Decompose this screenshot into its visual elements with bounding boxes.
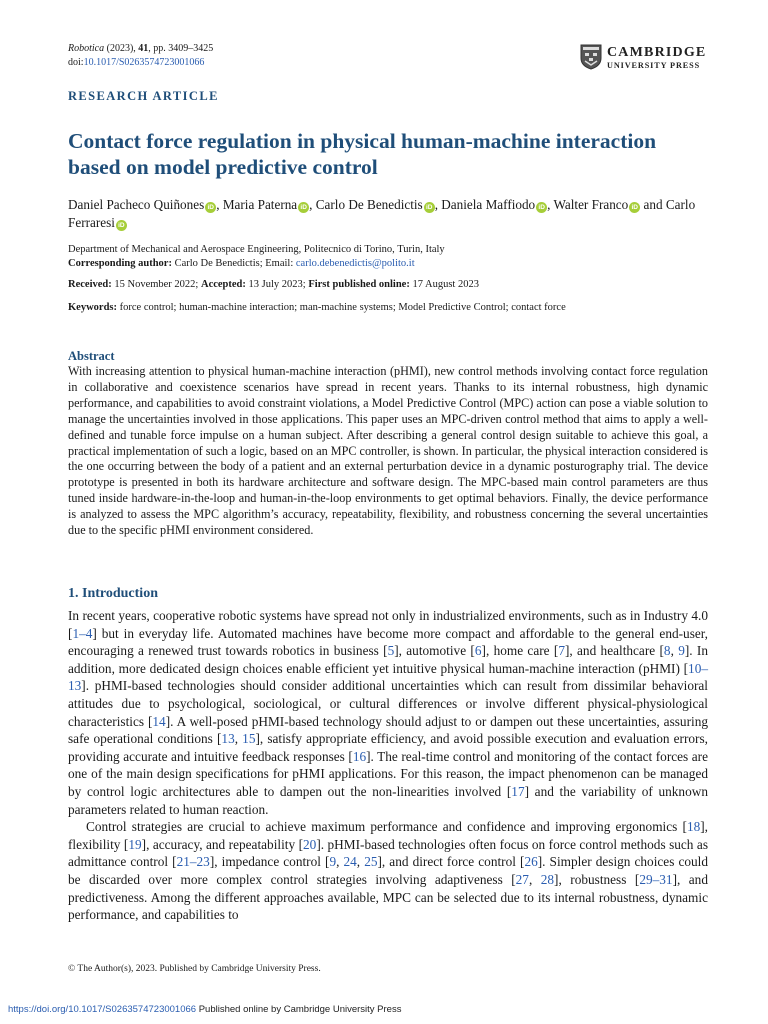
citation-link[interactable]: 16 <box>352 748 367 764</box>
citation-link[interactable]: 21–23 <box>176 854 210 870</box>
orcid-icon[interactable]: iD <box>298 202 309 213</box>
citation-link[interactable]: 18 <box>686 819 701 835</box>
author-name: , Daniela Maffiodo <box>434 197 536 212</box>
citation-link[interactable]: 10–13 <box>68 660 708 694</box>
citation-link[interactable]: 6 <box>474 643 482 659</box>
citation-link[interactable]: 9 <box>329 854 337 870</box>
citation-link[interactable]: 19 <box>128 836 142 852</box>
journal-name: Robotica <box>68 43 105 54</box>
orcid-icon[interactable]: iD <box>424 202 435 213</box>
publisher-press: UNIVERSITY PRESS <box>607 61 701 70</box>
copyright-notice: © The Author(s), 2023. Published by Cambridge University Press. <box>68 964 321 974</box>
section-heading: 1. Introduction <box>68 586 158 601</box>
keywords: Keywords: force control; human-machine interaction; man-machine systems; Model Predictive Control; contact force <box>68 302 566 313</box>
affiliation: Department of Mechanical and Aerospace Engineering, Politecnico di Torino, Turin, Italy <box>68 244 445 255</box>
paragraph: Control strategies are crucial to achieve maximum performance and confidence and improving ergonomics [18], flexibility [19], accuracy, and repeatability [20]. pHMI-based technologies often focus on force control methods such as admittance control [21–23], impedance control [9, 24, 25], and direct force control [26]. Simpler design choices could be discarded over more complex control strategies involving adaptiveness [27, 28], robustness [29–31], and predictiveness. Among the different approaches available, MPC can be selected due to its internal robustness, dynamic performance, and capabilities to <box>68 819 708 923</box>
publisher-name: CAMBRIDGE <box>607 45 707 60</box>
author-list: Daniel Pacheco Quiñones iD , Maria Paterna iD , Carlo De Benedictis iD , Daniela Maffiodo iD , Walter Franco iD and Carlo Ferraresi iD <box>68 197 696 230</box>
article-type: RESEARCH ARTICLE <box>68 89 219 103</box>
orcid-icon[interactable]: iD <box>205 202 216 213</box>
citation-link[interactable]: 27 <box>515 871 529 887</box>
citation-link[interactable]: 13 <box>221 731 235 747</box>
orcid-icon[interactable]: iD <box>116 220 127 231</box>
citation-link[interactable]: 1–4 <box>72 625 93 641</box>
doi-link[interactable]: 10.1017/S0263574723001066 <box>83 57 205 68</box>
paper-title: Contact force regulation in physical human-machine interaction based on model predictive control <box>68 129 657 179</box>
citation-link[interactable]: 28 <box>540 871 555 887</box>
citation-link[interactable]: 7 <box>558 643 565 659</box>
journal-info: Robotica (2023), 41, pp. 3409–3425 doi:10.1017/S0263574723001066 <box>68 43 214 68</box>
citation-link[interactable]: 8 <box>663 643 671 659</box>
orcid-icon[interactable]: iD <box>629 202 640 213</box>
journal-volume: 41 <box>138 43 149 54</box>
cambridge-shield-icon <box>580 44 602 70</box>
citation-link[interactable]: 24 <box>343 854 357 870</box>
dates: Received: 15 November 2022; Accepted: 13 July 2023; First published online: 17 August 2023 <box>68 279 479 290</box>
author-name: Daniel Pacheco Quiñones <box>68 197 205 212</box>
citation-link[interactable]: 5 <box>387 643 395 659</box>
author-name: , Carlo De Benedictis <box>309 197 423 212</box>
citation-link[interactable]: 15 <box>242 731 256 747</box>
footer-doi-link[interactable]: https://doi.org/10.1017/S0263574723001066 <box>8 1004 197 1015</box>
publisher-logo <box>580 44 708 72</box>
paragraph: In recent years, cooperative robotic systems have spread not only in industrialized environments, such as in Industry 4.0 [1–4] but in everyday life. Automated machines have become more compact and affordable to the general end-user, encouraging a renewed trust towards robotics in business [5], automotive [6], home care [7], and healthcare [8, 9]. In addition, more dedicated design choices enable efficient yet intuitive physical human-machine interaction (pHMI) [10–13]. pHMI-based technologies should consider additional uncertainties which can result from dissimilar behavioral attitudes due to psychological, sociological, or cultural differences or involve different physical-physiological characteristics [14]. A well-posed pHMI-based technology should adjust to or dampen out these uncertainties, assuring safe operational conditions [13, 15], satisfy appropriate efficiency, and avoid possible execution and evaluation errors, providing accurate and intuitive feedback responses [16]. The real-time control and monitoring of the contact forces are one of the main design specifications for pHMI applications. For this reason, the impact phenomenon can be managed by control logic architectures able to dampen out the non-linearities involved [17] and the variability of unknown parameters related to human reaction. <box>68 608 708 817</box>
email-link[interactable]: carlo.debenedictis@polito.it <box>295 258 415 269</box>
intro-body <box>68 607 708 924</box>
citation-link[interactable]: 29–31 <box>639 871 673 887</box>
orcid-icon[interactable]: iD <box>536 202 547 213</box>
page-footer: https://doi.org/10.1017/S0263574723001066 Published online by Cambridge University Press <box>8 1004 402 1015</box>
citation-link[interactable]: 9 <box>678 643 685 659</box>
corresponding-author: Corresponding author: Carlo De Benedictis; Email: carlo.debenedictis@polito.it <box>68 258 415 269</box>
citation-link[interactable]: 25 <box>364 854 378 870</box>
author-name: , Maria Paterna <box>216 197 298 212</box>
citation-link[interactable]: 26 <box>524 854 538 870</box>
author-name: , Walter Franco <box>547 197 629 212</box>
affiliation-block <box>68 243 708 271</box>
citation-link[interactable]: 17 <box>511 783 525 799</box>
citation-link[interactable]: 14 <box>152 713 166 729</box>
author-name: Carlo Ferraresi <box>68 197 696 230</box>
abstract-text: With increasing attention to physical human-machine interaction (pHMI), new control methods involving contact force regulation in collaborative and coexistence scenarios have spread in recent years. Thanks to its internal robustness, high dynamic performance, and capabilities to avoid constraint violations, a Model Predictive Control (MPC) action can pose a viable solution to manage the uncertainties involved in those applications. This paper uses an MPC-driven control method that aims to apply a well-defined and tunable force impulse on a human subject. After describing a general control design suitable to achieve this goal, a practical implementation of such a logic, based on an MPC controller, is shown. In particular, the physical interaction considered is the one occurring between the body of a patient and an external perturbation device in a dynamic posturography trial. The device prototype is presented in both its hardware architecture and software design. The MPC-based main control parameters are thus tuned inside hardware-in-the-loop and human-in-the-loop environments to get optimal behaviors. Finally, the device performance is analyzed to assess the MPC algorithm’s accuracy, repeatability, flexibility, and robustness concerning the several uncertainties due to the specific pHMI environment considered. <box>68 364 708 538</box>
citation-link[interactable]: 20 <box>303 836 317 852</box>
abstract-heading: Abstract <box>68 349 115 363</box>
